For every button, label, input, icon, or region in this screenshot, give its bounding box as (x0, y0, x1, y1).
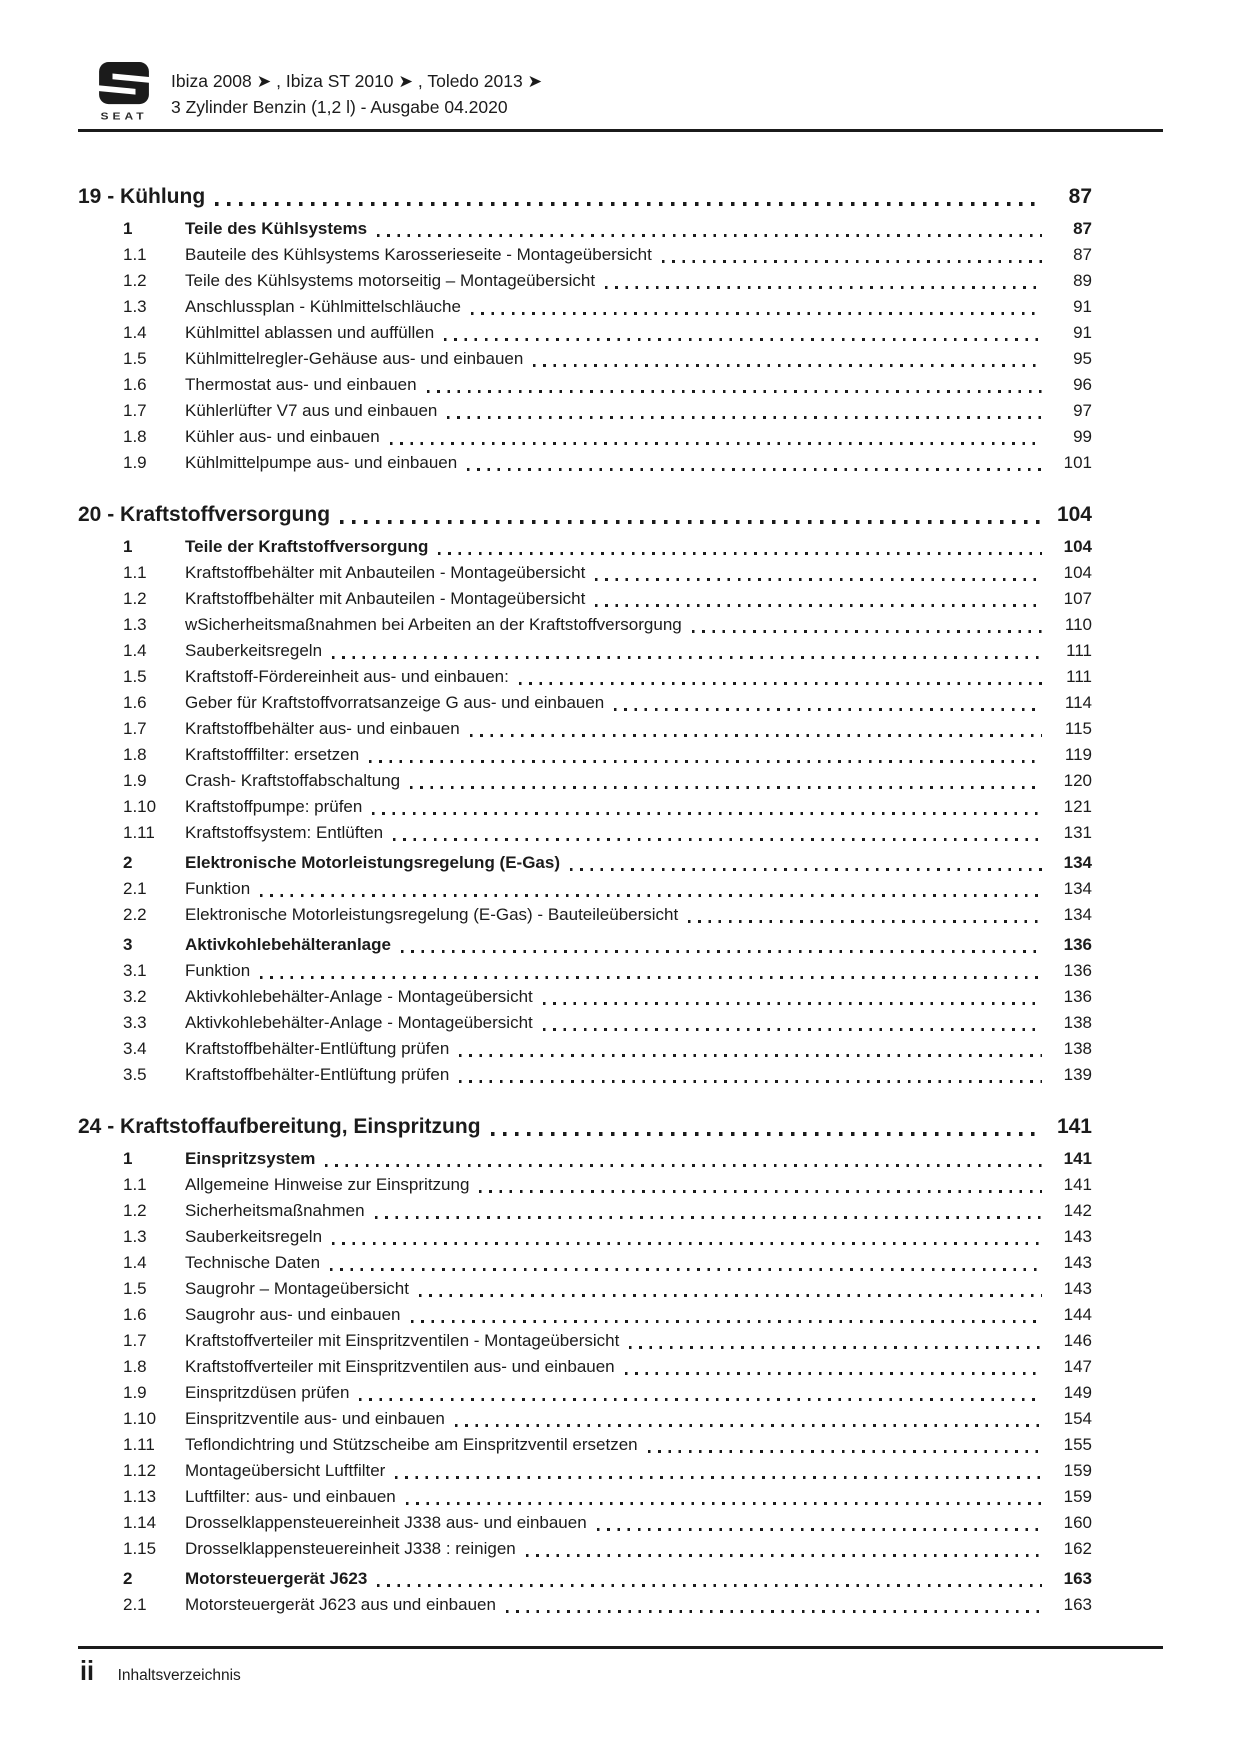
toc-entry (78, 1484, 1092, 1510)
toc-entry-page: 107 (1063, 589, 1092, 608)
toc-entry (78, 932, 1092, 958)
dot-leader (526, 1554, 1042, 1557)
toc-entry (78, 216, 1092, 242)
toc-chapter-number: 19 (78, 185, 102, 208)
toc-entry (78, 716, 1092, 742)
toc-entry-number: 1.7 (123, 1331, 147, 1350)
dot-leader (395, 1476, 1042, 1479)
dot-leader (438, 552, 1042, 555)
toc-entry-title: Aktivkohlebehälter-Anlage - Montageübersicht (185, 1013, 533, 1032)
toc-entry-page: 155 (1063, 1435, 1092, 1454)
toc-entry-title: Elektronische Motorleistungsregelung (E-Gas) (185, 853, 561, 872)
toc-entry-page: 142 (1063, 1201, 1092, 1220)
dot-leader (519, 682, 1042, 685)
dot-leader (377, 1584, 1042, 1587)
toc-entry-number: 3.4 (123, 1039, 147, 1058)
toc-entry-page: 154 (1063, 1409, 1092, 1428)
dot-leader (260, 976, 1042, 979)
toc-entry (78, 1172, 1092, 1198)
toc-entry-page: 138 (1063, 1013, 1092, 1032)
toc-entry-title: Drosselklappensteuereinheit J338 aus- und einbauen (185, 1513, 587, 1532)
toc-chapter-number: 24 (78, 1115, 102, 1138)
dot-leader (375, 1216, 1042, 1219)
toc-entry-page: 141 (1063, 1175, 1092, 1194)
toc-entry-page: 91 (1073, 297, 1092, 316)
toc-entry (78, 1250, 1092, 1276)
toc-entry (78, 1302, 1092, 1328)
toc-entry (78, 958, 1092, 984)
toc-entry-title: Luftfilter: aus- und einbauen (185, 1487, 396, 1506)
toc-entry-title: Kühler aus- und einbauen (185, 427, 380, 446)
toc-entry-title: Teile des Kühlsystems motorseitig – Montageübersicht (185, 271, 596, 290)
toc-entry-number: 1.6 (123, 693, 147, 712)
toc-entry (78, 820, 1092, 846)
toc-entry-number: 1.3 (123, 1227, 147, 1246)
dot-leader (543, 1028, 1042, 1031)
toc-entry-title: Sicherheitsmaßnahmen (185, 1201, 365, 1220)
toc-entry-number: 1.9 (123, 771, 147, 790)
toc-chapter-title: Kühlung (120, 185, 206, 208)
toc-entry (78, 398, 1092, 424)
toc-entry (78, 1276, 1092, 1302)
toc-entry-number: 1.6 (123, 375, 147, 394)
toc-entry (78, 794, 1092, 820)
toc-entry-page: 159 (1063, 1487, 1092, 1506)
dot-leader (330, 1268, 1042, 1271)
toc-entry-title: Motorsteuergerät J623 (185, 1569, 368, 1588)
toc-entry-number: 1.8 (123, 745, 147, 764)
toc-entry-title: Kühlmittelpumpe aus- und einbauen (185, 453, 458, 472)
toc-entry (78, 664, 1092, 690)
toc-entry-page: 146 (1063, 1331, 1092, 1350)
toc-entry-number: 1.4 (123, 641, 147, 660)
toc-entry-number: 1.13 (123, 1487, 157, 1506)
toc-entry-page: 134 (1063, 879, 1092, 898)
toc-entry-number: 1.10 (123, 797, 157, 816)
toc-entry-title: Kraftstoffbehälter mit Anbauteilen - Montageübersicht (185, 563, 586, 582)
toc-entry-number: 2.1 (123, 1595, 147, 1614)
toc-entry-title: Teile der Kraftstoffversorgung (185, 537, 429, 556)
toc-entry (78, 876, 1092, 902)
toc-chapter-separator: - (101, 185, 121, 208)
toc-entry (78, 1592, 1092, 1618)
toc-entry (78, 450, 1092, 476)
toc-entry-page: 120 (1063, 771, 1092, 790)
toc-entry (78, 984, 1092, 1010)
toc-entry-number: 1 (123, 1149, 133, 1168)
toc-entry-title: Motorsteuergerät J623 aus und einbauen (185, 1595, 496, 1614)
toc-entry (78, 424, 1092, 450)
dot-leader (688, 920, 1042, 923)
toc-entry-page: 121 (1063, 797, 1092, 816)
toc-entry-number: 1.15 (123, 1539, 157, 1558)
toc-entry-title: Crash- Kraftstoffabschaltung (185, 771, 401, 790)
toc-entry-title: Kraftstofffilter: ersetzen (185, 745, 360, 764)
toc-entry (78, 612, 1092, 638)
toc-entry (78, 690, 1092, 716)
dot-leader (377, 234, 1042, 237)
toc-chapter (78, 500, 1092, 1088)
footer-page-number: ii (80, 1655, 95, 1686)
seat-wordmark: SEAT (100, 110, 148, 122)
toc-entry-page: 99 (1073, 427, 1092, 446)
toc-entry-number: 1.12 (123, 1461, 157, 1480)
toc-chapter (78, 1112, 1092, 1618)
toc-entry (78, 1010, 1092, 1036)
toc-entry-title: Sauberkeitsregeln (185, 1227, 323, 1246)
dot-leader (570, 868, 1042, 871)
toc-chapter-title: Kraftstoffversorgung (120, 503, 331, 526)
toc-entry-title: Teile des Kühlsystems (185, 219, 368, 238)
dot-leader (625, 1372, 1042, 1375)
dot-leader (459, 1080, 1042, 1083)
dot-leader (332, 656, 1042, 659)
toc-entry-page: 104 (1063, 563, 1092, 582)
toc-entry-title: Kraftstoffverteiler mit Einspritzventilen - Montageübersicht (185, 1331, 620, 1350)
toc-entry-page: 115 (1064, 719, 1092, 738)
dot-leader (419, 1294, 1042, 1297)
toc-entry-title: Kraftstoffbehälter mit Anbauteilen - Montageübersicht (185, 589, 586, 608)
toc-chapter-header (78, 182, 1092, 212)
toc-entry-page: 97 (1073, 401, 1092, 420)
toc-entry (78, 1458, 1092, 1484)
dot-leader (332, 1242, 1042, 1245)
toc-entry-title: Kühlerlüfter V7 aus und einbauen (185, 401, 438, 420)
toc-entry-page: 101 (1063, 453, 1092, 472)
toc-entry-page: 162 (1063, 1539, 1092, 1558)
toc-entry-title: Sauberkeitsregeln (185, 641, 323, 660)
toc-entry-page: 119 (1064, 745, 1092, 764)
toc-entry-page: 104 (1063, 537, 1092, 556)
toc-entry-title: Einspritzsystem (185, 1149, 316, 1168)
toc-entry-title: Kühlmittel ablassen und auffüllen (185, 323, 435, 342)
dot-leader (369, 760, 1042, 763)
toc-entry-page: 110 (1064, 615, 1092, 634)
dot-leader (393, 838, 1042, 841)
dot-leader (597, 1528, 1042, 1531)
dot-leader (506, 1610, 1042, 1613)
footer-divider (78, 1646, 1163, 1649)
dot-leader (470, 734, 1042, 737)
toc-entry-title: Montageübersicht Luftfilter (185, 1461, 386, 1480)
toc-entry-number: 1.9 (123, 453, 147, 472)
toc-entry (78, 294, 1092, 320)
toc-entry-page: 136 (1063, 961, 1092, 980)
toc-entry-number: 1.11 (123, 1435, 155, 1454)
dot-leader (595, 578, 1042, 581)
toc-entry (78, 586, 1092, 612)
toc-entry-number: 1.2 (123, 271, 147, 290)
toc-chapter-page: 141 (1056, 1115, 1092, 1138)
toc-entry (78, 1510, 1092, 1536)
toc-entry (78, 1536, 1092, 1562)
toc-entry (78, 1406, 1092, 1432)
toc-entry-page: 143 (1063, 1227, 1092, 1246)
toc-entry-number: 2.1 (123, 879, 147, 898)
toc-entry-number: 1.3 (123, 297, 147, 316)
toc-entry-page: 87 (1073, 245, 1092, 264)
dot-leader (467, 468, 1042, 471)
toc-entry-number: 1 (123, 537, 133, 556)
dot-leader (340, 520, 1042, 524)
toc-entry-number: 1.2 (123, 1201, 147, 1220)
toc-entry-page: 149 (1063, 1383, 1092, 1402)
toc-entry-page: 163 (1063, 1569, 1092, 1588)
toc-entry (78, 372, 1092, 398)
toc-entry-number: 1.10 (123, 1409, 157, 1428)
header-text (171, 62, 1163, 120)
toc-entry (78, 1354, 1092, 1380)
toc-entry-page: 114 (1064, 693, 1092, 712)
toc-chapter-page: 104 (1056, 503, 1092, 526)
toc-chapter-number: 20 (78, 503, 102, 526)
dot-leader (411, 1320, 1043, 1323)
toc-entry-page: 96 (1073, 375, 1092, 394)
toc-entry (78, 742, 1092, 768)
toc-entry-title: Aktivkohlebehälteranlage (185, 935, 391, 954)
dot-leader (455, 1424, 1042, 1427)
toc-entry-page: 136 (1063, 987, 1092, 1006)
toc-entry-number: 1.6 (123, 1305, 147, 1324)
dot-leader (543, 1002, 1042, 1005)
toc-entry-title: Aktivkohlebehälter-Anlage - Montageübersicht (185, 987, 533, 1006)
dot-leader (215, 202, 1042, 206)
toc-entry (78, 1036, 1092, 1062)
toc-entry-title: Kraftstoffverteiler mit Einspritzventilen aus- und einbauen (185, 1357, 615, 1376)
dot-leader (401, 950, 1042, 953)
toc-entry (78, 1566, 1092, 1592)
toc-entry-page: 95 (1073, 349, 1092, 368)
toc-entry (78, 768, 1092, 794)
toc-chapter-title: Kraftstoffaufbereitung, Einspritzung (120, 1115, 481, 1138)
dot-leader (605, 286, 1042, 289)
footer-label: Inhaltsverzeichnis (117, 1667, 241, 1684)
toc-entry-page: 87 (1073, 219, 1092, 238)
table-of-contents (78, 182, 1163, 1618)
toc-entry-title: Geber für Kraftstoffvorratsanzeige G aus- und einbauen (185, 693, 605, 712)
toc-entry (78, 534, 1092, 560)
toc-entry-page: 136 (1063, 935, 1092, 954)
toc-entry-number: 1.8 (123, 1357, 147, 1376)
toc-chapter-separator: - (101, 1115, 121, 1138)
toc-entry-title: Kraftstoffbehälter-Entlüftung prüfen (185, 1065, 450, 1084)
toc-entry-number: 1.4 (123, 323, 147, 342)
toc-entry-title: Thermostat aus- und einbauen (185, 375, 417, 394)
toc-entry-title: Funktion (185, 961, 251, 980)
toc-entry-title: Kraftstoffpumpe: prüfen (185, 797, 363, 816)
toc-entry (78, 320, 1092, 346)
toc-entry-page: 134 (1063, 905, 1092, 924)
toc-entry-number: 1.5 (123, 667, 147, 686)
toc-entry (78, 1062, 1092, 1088)
dot-leader (629, 1346, 1042, 1349)
dot-leader (595, 604, 1042, 607)
toc-entry-page: 141 (1063, 1149, 1092, 1168)
toc-entry-page: 160 (1063, 1513, 1092, 1532)
dot-leader (359, 1398, 1042, 1401)
toc-entry (78, 1198, 1092, 1224)
dot-leader (325, 1164, 1042, 1167)
toc-entry (78, 242, 1092, 268)
toc-entry-page: 138 (1063, 1039, 1092, 1058)
toc-entry-page: 143 (1063, 1253, 1092, 1272)
toc-entry-number: 3 (123, 935, 133, 954)
toc-entry-page: 111 (1066, 667, 1092, 686)
toc-entry-number: 1.8 (123, 427, 147, 446)
toc-entry-title: Saugrohr aus- und einbauen (185, 1305, 401, 1324)
toc-entry-page: 111 (1066, 641, 1092, 660)
toc-entry-number: 1.1 (123, 245, 147, 264)
dot-leader (444, 338, 1042, 341)
toc-chapter-separator: - (101, 503, 121, 526)
toc-entry-number: 1.3 (123, 615, 147, 634)
dot-leader (390, 442, 1042, 445)
toc-entry (78, 1380, 1092, 1406)
toc-entry-number: 3.5 (123, 1065, 147, 1084)
toc-entry-page: 144 (1063, 1305, 1092, 1324)
toc-entry-number: 1.5 (123, 1279, 147, 1298)
toc-entry-number: 2 (123, 1569, 133, 1588)
toc-entry-number: 1.5 (123, 349, 147, 368)
toc-entry-number: 1.1 (123, 1175, 147, 1194)
toc-entry-number: 3.2 (123, 987, 147, 1006)
toc-entry-title: Kraftstoffsystem: Entlüften (185, 823, 384, 842)
toc-entry-page: 147 (1063, 1357, 1092, 1376)
toc-entry (78, 1146, 1092, 1172)
toc-entry (78, 268, 1092, 294)
toc-entry-number: 2.2 (123, 905, 147, 924)
toc-entry-title: Allgemeine Hinweise zur Einspritzung (185, 1175, 470, 1194)
toc-entry-title: wSicherheitsmaßnahmen bei Arbeiten an der Kraftstoffversorgung (185, 615, 682, 634)
toc-entry (78, 1432, 1092, 1458)
toc-entry (78, 1328, 1092, 1354)
toc-entry (78, 850, 1092, 876)
toc-entry-title: Kraftstoffbehälter-Entlüftung prüfen (185, 1039, 450, 1058)
toc-entry-title: Elektronische Motorleistungsregelung (E-Gas) - Bauteileübersicht (185, 905, 679, 924)
header-edition-line: 3 Zylinder Benzin (1,2 l) - Ausgabe 04.2020 (171, 97, 508, 117)
toc-entry-title: Saugrohr – Montageübersicht (185, 1279, 409, 1298)
toc-entry (78, 638, 1092, 664)
toc-entry-title: Funktion (185, 879, 251, 898)
toc-entry-page: 143 (1063, 1279, 1092, 1298)
toc-entry-title: Drosselklappensteuereinheit J338 : reinigen (185, 1539, 516, 1558)
toc-entry-title: Einspritzdüsen prüfen (185, 1383, 350, 1402)
toc-entry-number: 1.2 (123, 589, 147, 608)
toc-entry-page: 163 (1063, 1595, 1092, 1614)
seat-logo-icon (85, 62, 163, 108)
dot-leader (479, 1190, 1042, 1193)
toc-entry-title: Technische Daten (185, 1253, 321, 1272)
dot-leader (410, 786, 1042, 789)
toc-entry-number: 3.3 (123, 1013, 147, 1032)
dot-leader (447, 416, 1042, 419)
toc-entry-title: Bauteile des Kühlsystems Karosserieseite - Montageübersicht (185, 245, 652, 264)
dot-leader (662, 260, 1042, 263)
header-divider (78, 129, 1163, 132)
dot-leader (614, 708, 1042, 711)
toc-entry-number: 1.11 (123, 823, 155, 842)
dot-leader (260, 894, 1042, 897)
dot-leader (372, 812, 1042, 815)
toc-entry-number: 1 (123, 219, 133, 238)
toc-entry-number: 1.1 (123, 563, 147, 582)
toc-chapter-header (78, 500, 1092, 530)
toc-entry-title: Einspritzventile aus- und einbauen (185, 1409, 445, 1428)
toc-entry-page: 91 (1073, 323, 1092, 342)
toc-entry-title: Teflondichtring und Stützscheibe am Einspritzventil ersetzen (185, 1435, 638, 1454)
dot-leader (648, 1450, 1042, 1453)
dot-leader (533, 364, 1042, 367)
toc-entry-number: 1.14 (123, 1513, 157, 1532)
dot-leader (692, 630, 1042, 633)
toc-entry-number: 3.1 (123, 961, 147, 980)
toc-entry-number: 2 (123, 853, 133, 872)
toc-entry (78, 902, 1092, 928)
header-models-line: Ibiza 2008 ➤ , Ibiza ST 2010 ➤ , Toledo 2013 ➤ (171, 71, 543, 91)
dot-leader (491, 1132, 1042, 1136)
toc-entry (78, 560, 1092, 586)
toc-entry-number: 1.4 (123, 1253, 147, 1272)
toc-entry (78, 1224, 1092, 1250)
toc-chapter (78, 182, 1092, 476)
seat-logo (85, 62, 163, 123)
toc-entry-title: Anschlussplan - Kühlmittelschläuche (185, 297, 461, 316)
toc-chapter-page: 87 (1068, 185, 1092, 208)
toc-entry (78, 346, 1092, 372)
toc-entry-page: 134 (1063, 853, 1092, 872)
toc-entry-title: Kraftstoffbehälter aus- und einbauen (185, 719, 460, 738)
dot-leader (427, 390, 1042, 393)
toc-entry-page: 89 (1073, 271, 1092, 290)
toc-chapter-header (78, 1112, 1092, 1142)
page-footer (80, 1655, 241, 1687)
page-header (85, 62, 1163, 123)
toc-entry-number: 1.9 (123, 1383, 147, 1402)
toc-entry-page: 131 (1063, 823, 1092, 842)
dot-leader (406, 1502, 1042, 1505)
toc-entry-page: 139 (1063, 1065, 1092, 1084)
toc-entry-number: 1.7 (123, 719, 147, 738)
dot-leader (471, 312, 1042, 315)
toc-entry-title: Kühlmittelregler-Gehäuse aus- und einbauen (185, 349, 524, 368)
dot-leader (459, 1054, 1042, 1057)
toc-entry-page: 159 (1063, 1461, 1092, 1480)
toc-entry-number: 1.7 (123, 401, 147, 420)
toc-entry-title: Kraftstoff-Fördereinheit aus- und einbauen: (185, 667, 509, 686)
